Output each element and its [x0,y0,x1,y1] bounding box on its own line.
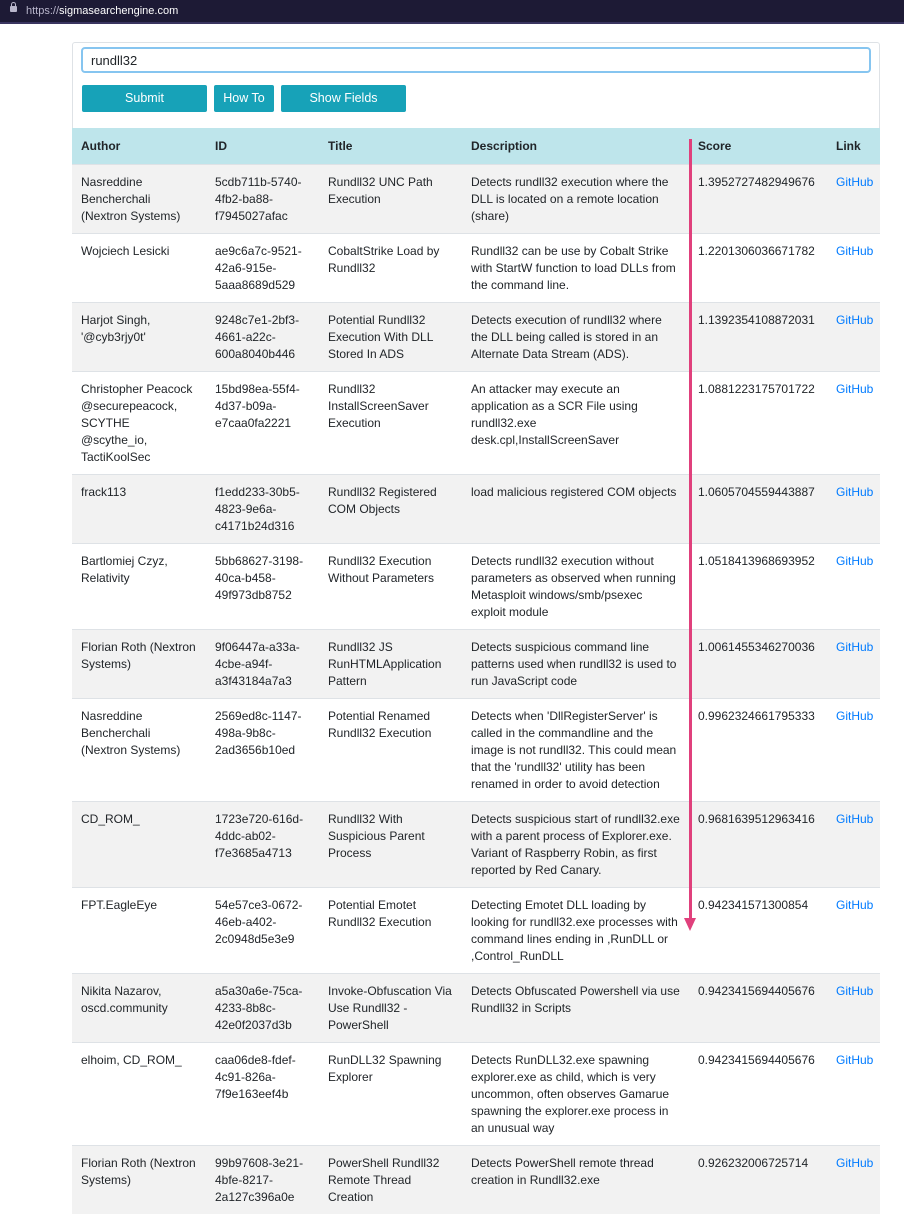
table-row [72,165,880,234]
github-link[interactable]: GitHub [836,175,873,189]
cell-description: Detecting Emotet DLL loading by looking for rundll32.exe processes with command lines ending in ,RunDLL or ,Control_RunDLL [462,888,689,974]
cell-id: caa06de8-fdef-4c91-826a-7f9e163eef4b [206,1043,319,1146]
github-link[interactable]: GitHub [836,898,873,912]
table-row [72,1043,880,1146]
cell-author: Nikita Nazarov, oscd.community [72,974,206,1043]
results-table [72,128,880,1214]
cell-description: Detects RunDLL32.exe spawning explorer.exe as child, which is very uncommon, often observes Gamarue spawning the explorer.exe process in an unusual way [462,1043,689,1146]
table-row [72,1146,880,1214]
cell-description: Detects execution of rundll32 where the DLL being called is stored in an Alternate Data Stream (ADS). [462,303,689,372]
cell-link [827,974,880,1043]
cell-link [827,165,880,234]
cell-link [827,1146,880,1214]
cell-author: elhoim, CD_ROM_ [72,1043,206,1146]
github-link[interactable]: GitHub [836,244,873,258]
table-row [72,888,880,974]
cell-author: CD_ROM_ [72,802,206,888]
github-link[interactable]: GitHub [836,485,873,499]
cell-author: Florian Roth (Nextron Systems) [72,1146,206,1214]
annotation-arrow-line [689,139,692,921]
cell-title: Invoke-Obfuscation Via Use Rundll32 - PowerShell [319,974,462,1043]
cell-score: 0.9423415694405676 [689,974,827,1043]
cell-link [827,475,880,544]
cell-author: frack113 [72,475,206,544]
table-row [72,372,880,475]
cell-description: load malicious registered COM objects [462,475,689,544]
cell-id: 5bb68627-3198-40ca-b458-49f973db8752 [206,544,319,630]
cell-score: 0.9962324661795333 [689,699,827,802]
cell-id: 15bd98ea-55f4-4d37-b09a-e7caa0fa2221 [206,372,319,475]
cell-title: Potential Renamed Rundll32 Execution [319,699,462,802]
cell-title: RunDLL32 Spawning Explorer [319,1043,462,1146]
cell-score: 1.3952727482949676 [689,165,827,234]
how-to-button[interactable]: How To [214,85,274,112]
cell-description: An attacker may execute an application as a SCR File using rundll32.exe desk.cpl,InstallScreenSaver [462,372,689,475]
cell-author: Florian Roth (Nextron Systems) [72,630,206,699]
table-row [72,974,880,1043]
cell-id: 9248c7e1-2bf3-4661-a22c-600a8040b446 [206,303,319,372]
cell-score: 0.9681639512963416 [689,802,827,888]
github-link[interactable]: GitHub [836,709,873,723]
cell-id: 5cdb711b-5740-4fb2-ba88-f7945027afac [206,165,319,234]
browser-address-bar[interactable] [0,0,904,24]
cell-title: CobaltStrike Load by Rundll32 [319,234,462,303]
cell-description: Detects rundll32 execution where the DLL is located on a remote location (share) [462,165,689,234]
cell-score: 1.0061455346270036 [689,630,827,699]
cell-score: 0.942341571300854 [689,888,827,974]
url-host: sigmasearchengine.com [59,5,178,17]
table-row [72,699,880,802]
cell-description: Detects suspicious command line patterns used when rundll32 is used to run JavaScript code [462,630,689,699]
cell-description: Rundll32 can be use by Cobalt Strike with StartW function to load DLLs from the command line. [462,234,689,303]
cell-link [827,888,880,974]
cell-link [827,699,880,802]
cell-score: 0.926232006725714 [689,1146,827,1214]
cell-description: Detects when 'DllRegisterServer' is called in the commandline and the image is not rundll32. This could mean that the 'rundll32' utility has been renamed in order to avoid detection [462,699,689,802]
cell-score: 1.0881223175701722 [689,372,827,475]
header-link: Link [827,128,880,165]
cell-score: 0.9423415694405676 [689,1043,827,1146]
github-link[interactable]: GitHub [836,1156,873,1170]
cell-id: 2569ed8c-1147-498a-9b8c-2ad3656b10ed [206,699,319,802]
cell-title: PowerShell Rundll32 Remote Thread Creation [319,1146,462,1214]
cell-title: Rundll32 JS RunHTMLApplication Pattern [319,630,462,699]
header-description: Description [462,128,689,165]
cell-author: Wojciech Lesicki [72,234,206,303]
cell-title: Rundll32 InstallScreenSaver Execution [319,372,462,475]
search-input[interactable] [81,47,871,73]
cell-score: 1.0518413968693952 [689,544,827,630]
cell-id: f1edd233-30b5-4823-9e6a-c4171b24d316 [206,475,319,544]
cell-link [827,802,880,888]
cell-title: Rundll32 With Suspicious Parent Process [319,802,462,888]
cell-description: Detects PowerShell remote thread creation in Rundll32.exe [462,1146,689,1214]
cell-id: 1723e720-616d-4ddc-ab02-f7e3685a4713 [206,802,319,888]
header-score: Score [689,128,827,165]
lock-icon [10,6,17,12]
cell-id: ae9c6a7c-9521-42a6-915e-5aaa8689d529 [206,234,319,303]
cell-description: Detects suspicious start of rundll32.exe with a parent process of Explorer.exe. Variant of Raspberry Robin, as first reported by Red Canary. [462,802,689,888]
table-row [72,234,880,303]
github-link[interactable]: GitHub [836,1053,873,1067]
cell-id: 9f06447a-a33a-4cbe-a94f-a3f43184a7a3 [206,630,319,699]
github-link[interactable]: GitHub [836,382,873,396]
cell-id: 99b97608-3e21-4bfe-8217-2a127c396a0e [206,1146,319,1214]
table-row [72,544,880,630]
cell-author: FPT.EagleEye [72,888,206,974]
cell-author: Nasreddine Bencherchali (Nextron Systems) [72,165,206,234]
submit-button[interactable]: Submit [82,85,207,112]
cell-title: Rundll32 UNC Path Execution [319,165,462,234]
cell-description: Detects rundll32 execution without parameters as observed when running Metasploit windows/smb/psexec exploit module [462,544,689,630]
cell-link [827,544,880,630]
cell-description: Detects Obfuscated Powershell via use Rundll32 in Scripts [462,974,689,1043]
table-row [72,303,880,372]
cell-author: Harjot Singh, '@cyb3rjy0t' [72,303,206,372]
annotation-arrow-head [684,918,696,931]
cell-author: Nasreddine Bencherchali (Nextron Systems) [72,699,206,802]
show-fields-button[interactable]: Show Fields [281,85,406,112]
github-link[interactable]: GitHub [836,640,873,654]
github-link[interactable]: GitHub [836,812,873,826]
cell-title: Rundll32 Execution Without Parameters [319,544,462,630]
cell-link [827,234,880,303]
cell-score: 1.1392354108872031 [689,303,827,372]
address-url[interactable] [26,4,178,18]
table-row [72,630,880,699]
cell-id: a5a30a6e-75ca-4233-8b8c-42e0f2037d3b [206,974,319,1043]
cell-author: Christopher Peacock @securepeacock, SCYTHE @scythe_io, TactiKoolSec [72,372,206,475]
cell-link [827,372,880,475]
cell-author: Bartlomiej Czyz, Relativity [72,544,206,630]
url-scheme: https:// [26,5,59,17]
header-id: ID [206,128,319,165]
github-link[interactable]: GitHub [836,554,873,568]
table-row [72,475,880,544]
cell-link [827,630,880,699]
cell-link [827,303,880,372]
cell-title: Rundll32 Registered COM Objects [319,475,462,544]
cell-link [827,1043,880,1146]
github-link[interactable]: GitHub [836,984,873,998]
cell-title: Potential Emotet Rundll32 Execution [319,888,462,974]
header-author: Author [72,128,206,165]
cell-score: 1.0605704559443887 [689,475,827,544]
github-link[interactable]: GitHub [836,313,873,327]
header-title: Title [319,128,462,165]
cell-id: 54e57ce3-0672-46eb-a402-2c0948d5e3e9 [206,888,319,974]
cell-title: Potential Rundll32 Execution With DLL Stored In ADS [319,303,462,372]
table-header-row [72,128,880,165]
table-row [72,802,880,888]
cell-score: 1.2201306036671782 [689,234,827,303]
